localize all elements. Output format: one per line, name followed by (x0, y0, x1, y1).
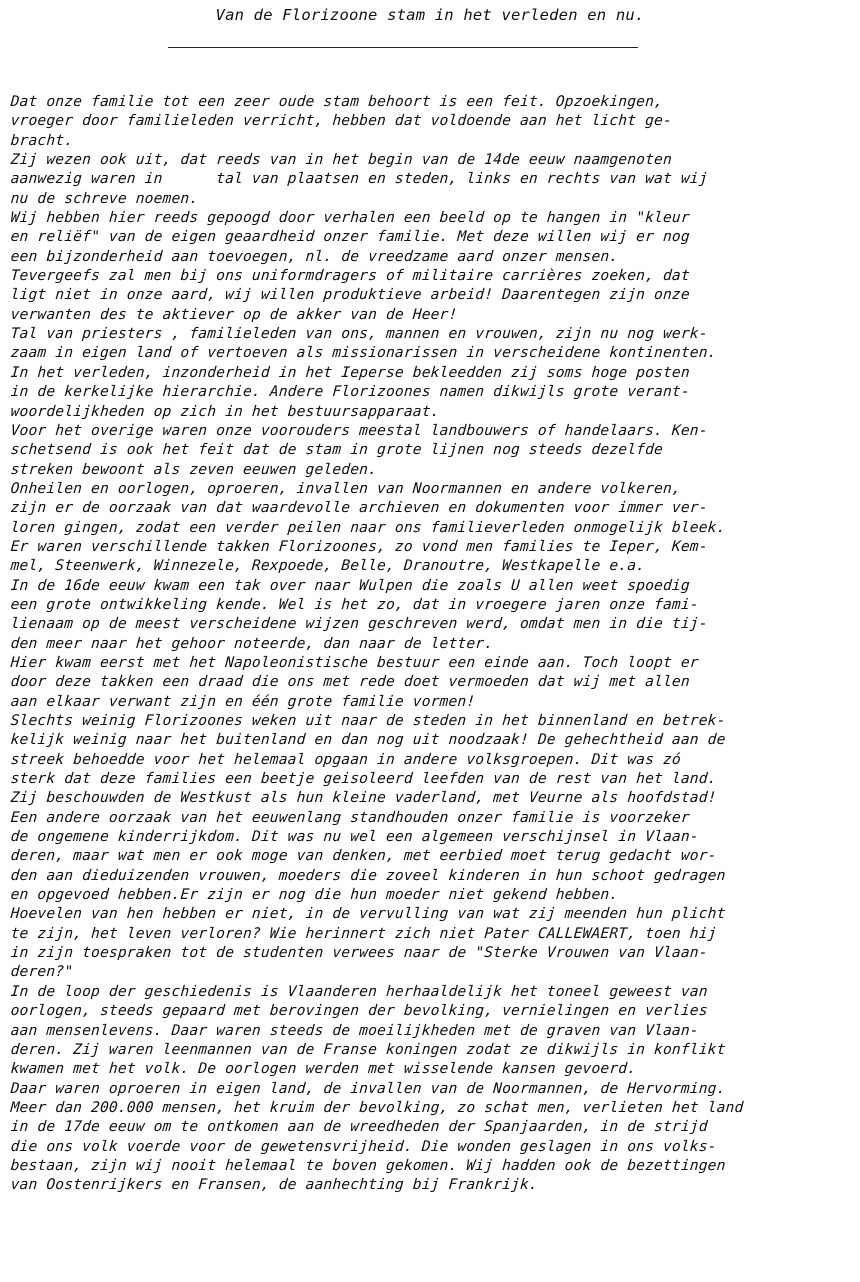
text-line: aan mensenlevens. Daar waren steeds de moeilijkheden met de graven van Vlaan- (10, 1021, 700, 1039)
page-title: Van de Florizoone stam in het verleden en nu. (215, 6, 645, 24)
text-line: den aan dieduizenden vrouwen, moeders die zoveel kinderen in hun schoot gedragen (10, 866, 727, 884)
text-line: Slechts weinig Florizoones weken uit naar de steden in het binnenland en betrek- (10, 712, 727, 729)
text-line: de ongemene kinderrijkdom. Dit was nu wel een algemeen verschijnsel in Vlaan- (10, 828, 700, 846)
text-line: Tal van priesters , familieleden van ons, mannen en vrouwen, zijn nu nog werk- (10, 325, 709, 343)
text-line: kelijk weinig naar het buitenland en dan nog uit noodzaak! De gehechtheid aan de (10, 731, 727, 749)
text-line: In de loop der geschiedenis is Vlaanderen herhaaldelijk het toneel geweest van (10, 982, 709, 1000)
text-line: Hoevelen van hen hebben er niet, in de vervulling van wat zij meenden hun plicht (10, 905, 727, 923)
text-line: deren. Zij waren leenmannen van de Franse koningen zodat ze dikwijls in konflikt (10, 1040, 727, 1058)
text-line: Zij beschouwden de Westkust als hun kleine vaderland, met Veurne als hoofdstad! (10, 789, 718, 807)
text-line: Hier kwam eerst met het Napoleonistische bestuur een einde aan. Toch loopt er (10, 653, 700, 671)
text-line: zijn er de oorzaak van dat waardevolle archieven en dokumenten voor immer ver- (10, 499, 709, 517)
text-line: mel, Steenwerk, Winnezele, Rexpoede, Belle, Dranoutre, Westkapelle e.a. (10, 557, 646, 575)
text-line: streken bewoont als zeven eeuwen geleden. (10, 460, 378, 478)
text-line: en opgevoed hebben.Er zijn er nog die hun moeder niet gekend hebben. (10, 886, 619, 904)
text-line: aanwezig waren in tal van plaatsen en steden, links en rechts van wat wij (10, 170, 709, 188)
text-line: sterk dat deze families een beetje geisoleerd leefden van de rest van het land. (10, 770, 718, 788)
text-line: een grote ontwikkeling kende. Wel is het zo, dat in vroegere jaren onze fami- (10, 595, 700, 613)
text-line: te zijn, het leven verloren? Wie herinnert zich niet Pater CALLEWAERT, toen hij (10, 924, 718, 942)
text-line: een bijzonderheid aan toevoegen, nl. de vreedzame aard onzer mensen. (10, 247, 619, 265)
text-line: in zijn toespraken tot de studenten verwees naar de "Sterke Vrouwen van Vlaan- (10, 944, 709, 962)
text-line: Zij wezen ook uit, dat reeds van in het begin van de 14de eeuw naamgenoten (10, 151, 673, 169)
text-line: Tevergeefs zal men bij ons uniformdragers of militaire carrières zoeken, dat (10, 267, 691, 285)
body-text (10, 92, 855, 1195)
text-line: die ons volk voerde voor de gewetensvrijheid. Die wonden geslagen in ons volks- (10, 1137, 718, 1155)
text-line: verwanten des te aktiever op de akker van de Heer! (10, 305, 459, 323)
text-line: nu de schreve noemen. (10, 189, 199, 207)
text-line: schetsend is ook het feit dat de stam in grote lijnen nog steeds dezelfde (10, 441, 664, 459)
text-line: in de 17de eeuw om te ontkomen aan de wreedheden der Spanjaarden, in de strijd (10, 1118, 709, 1136)
text-line: Meer dan 200.000 mensen, het kruim der bevolking, zo schat men, verlieten het land (10, 1098, 745, 1116)
text-line: den meer naar het gehoor noteerde, dan naar de letter. (10, 634, 494, 652)
text-line: woordelijkheden op zich in het bestuursapparaat. (10, 402, 441, 420)
text-line: Voor het overige waren onze voorouders meestal landbouwers of handelaars. Ken- (10, 421, 709, 439)
text-line: zaam in eigen land of vertoeven als missionarissen in verscheidene kontinenten. (10, 344, 718, 362)
text-line: ligt niet in onze aard, wij willen produktieve arbeid! Daarentegen zijn onze (10, 286, 691, 304)
text-line: lienaam op de meest verscheidene wijzen geschreven werd, omdat men in die tij- (10, 615, 709, 633)
text-line: kwamen met het volk. De oorlogen werden met wisselende kansen gevoerd. (10, 1060, 637, 1078)
text-line: Wij hebben hier reeds gepoogd door verhalen een beeld op te hangen in "kleur (10, 209, 691, 227)
text-line: door deze takken een draad die ons met rede doet vermoeden dat wij met allen (10, 673, 691, 691)
text-line: in de kerkelijke hierarchie. Andere Florizoones namen dikwijls grote verant- (10, 383, 691, 401)
text-line: streek behoedde voor het helemaal opgaan in andere volksgroepen. Dit was zó (10, 750, 682, 768)
text-line: loren gingen, zodat een verder peilen naar ons familieverleden onmogelijk bleek. (10, 518, 727, 536)
text-line: deren, maar wat men er ook moge van denken, met eerbied moet terug gedacht wor- (10, 847, 718, 865)
text-line: aan elkaar verwant zijn en één grote familie vormen! (10, 692, 476, 710)
text-line: Daar waren oproeren in eigen land, de invallen van de Noormannen, de Hervorming. (10, 1079, 727, 1097)
text-line: deren?" (10, 963, 74, 981)
text-line: van Oostenrijkers en Fransen, de aanhechting bij Frankrijk. (10, 1176, 539, 1194)
title-underline (168, 47, 638, 48)
text-line: Dat onze familie tot een zeer oude stam behoort is een feit. Opzoekingen, (10, 93, 664, 110)
text-line: en reliëf" van de eigen geaardheid onzer familie. Met deze willen wij er nog (10, 228, 691, 246)
text-line: In de 16de eeuw kwam een tak over naar Wulpen die zoals U allen weet spoedig (10, 576, 691, 594)
text-line: bestaan, zijn wij nooit helemaal te boven gekomen. Wij hadden ook de bezettingen (10, 1156, 727, 1174)
text-line: Onheilen en oorlogen, oproeren, invallen van Noormannen en andere volkeren, (10, 479, 682, 497)
text-line: bracht. (10, 131, 74, 149)
text-line: In het verleden, inzonderheid in het Ieperse bekleedden zij soms hoge posten (10, 363, 691, 381)
text-line: Er waren verschillende takken Florizoones, zo vond men families te Ieper, Kem- (10, 537, 709, 555)
text-line: Een andere oorzaak van het eeuwenlang standhouden onzer familie is voorzeker (10, 808, 691, 826)
text-line: vroeger door familieleden verricht, hebben dat voldoende aan het licht ge- (10, 112, 673, 130)
text-line: oorlogen, steeds gepaard met berovingen der bevolking, vernielingen en verlies (10, 1002, 709, 1020)
